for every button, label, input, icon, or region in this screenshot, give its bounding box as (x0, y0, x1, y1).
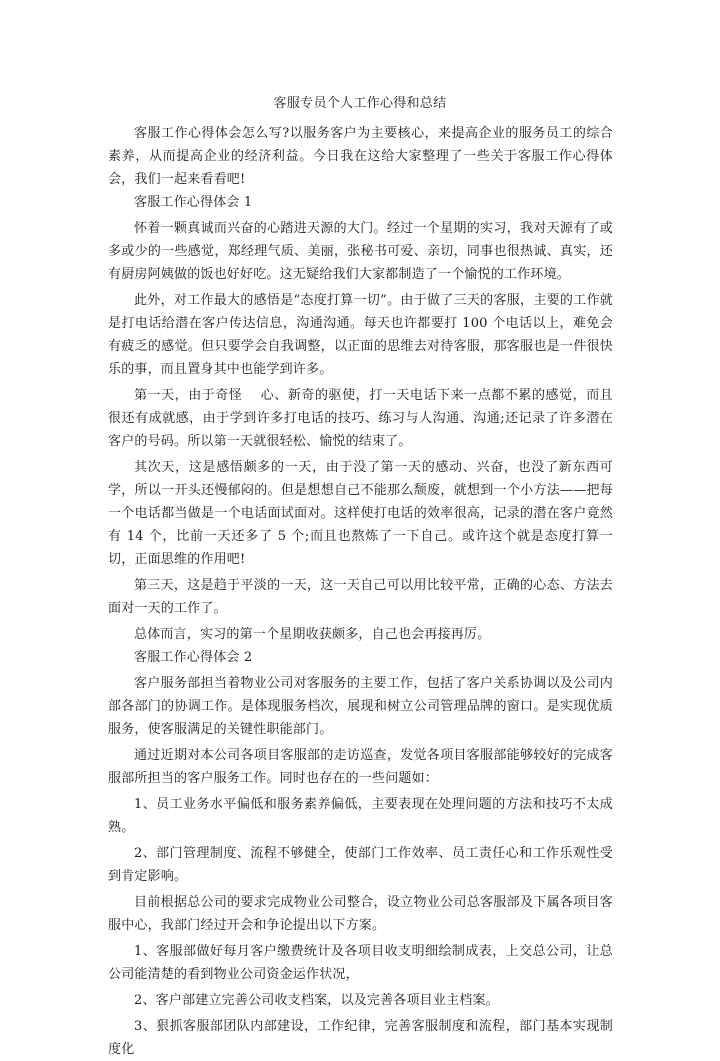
body-paragraph: 客户服务部担当着物业公司对客服务的主要工作，包括了客户关系协调以及公司内部各部门的协调工作。是体现服务档次，展现和树立公司管理品牌的窗口。是实现优质服务，使客服满足的关键性职能部门。 (108, 676, 613, 737)
body-paragraph: 此外，对工作最大的感悟是“态度打算一切”。由于做了三天的客服，主要的工作就是打电话给潜在客户传达信息，沟通沟通。每天也许都要打 100 个电话以上，难免会有疲乏的感觉。但只要学会自我调整，以正面的思维去对待客服，那客服也是一件很快乐的事，而且置身其中也能学到许多。 (108, 293, 613, 377)
document-body (108, 122, 613, 1061)
list-item: 2、客户部建立完善公司收支档案，以及完善各项目业主档案。 (134, 993, 499, 1008)
list-item: 2、部门管理制度、流程不够健全，使部门工作效率、员工责任心和工作乐观性受到肯定影响。 (108, 846, 613, 884)
list-item: 3、狠抓客服部团队内部建设，工作纪律，完善客服制度和流程，部门基本实现制度化 (108, 1019, 613, 1057)
body-paragraph: 目前根据总公司的要求完成物业公司整合，设立物业公司总客服部及下属各项目客服中心，我部门经过开会和争论提出以下方案。 (108, 895, 613, 933)
body-paragraph: 通过近期对本公司各项目客服部的走访巡查，发觉各项目客服部能够较好的完成客服部所担当的客户服务工作。同时也存在的一些问题如： (108, 748, 613, 786)
section-heading-1: 客服工作心得体会 1 (134, 195, 253, 210)
document-title: 客服专员个人工作心得和总结 (273, 96, 447, 111)
intro-paragraph: 客服工作心得体会怎么写?以服务客户为主要核心，来提高企业的服务员工的综合素养，从而提高企业的经济利益。今日我在这给大家整理了一些关于客服工作心得体会，我们一起来看看吧! (108, 126, 613, 187)
body-paragraph: 第三天，这是趋于平淡的一天，这一天自己可以用比较平常，正确的心态、方法去面对一天的工作了。 (108, 578, 613, 616)
list-item: 1、客服部做好每月客户缴费统计及各项目收支明细绘制成表，上交总公司，让总公司能清楚的看到物业公司资金运作状况， (108, 944, 613, 982)
body-paragraph: 第一天，由于奇怪 心、新奇的驱使，打一天电话下来一点都不累的感觉，而且很还有成就感，由于学到许多打电话的技巧、练习与人沟通、沟通;还记录了许多潜在客户的号码。所以第一天就很轻松、愉悦的结束了。 (108, 388, 613, 449)
body-paragraph: 总体而言，实习的第一个星期收获颇多，自己也会再接再厉。 (134, 627, 491, 642)
list-item: 1、员工业务水平偏低和服务素养偏低，主要表现在处理问题的方法和技巧不太成熟。 (108, 797, 613, 835)
section-heading-2: 客服工作心得体会 2 (134, 650, 253, 665)
body-paragraph: 怀着一颗真诚而兴奋的心踏进天源的大门。经过一个星期的实习，我对天源有了或多或少的一些感觉，郑经理气质、美丽，张秘书可爱、亲切，同事也很热诚、真实，还有厨房阿姨做的饭也好好吃。这无疑给我们大家都制造了一个愉悦的工作环境。 (108, 221, 613, 282)
body-paragraph: 其次天，这是感悟颇多的一天，由于没了第一天的感动、兴奋，也没了新东西可学，所以一开头还慢郁闷的。但是想想自己不能那么颓废，就想到一个小方法——把每一个电话都当做是一个电话面试面对。这样使打电话的效率很高，记录的潜在客户竟然有 14 个，比前一天还多了 5 个;而且也熬炼了一下自己。或许这个就是态度打算一切，正面思维的作用吧! (108, 460, 613, 567)
